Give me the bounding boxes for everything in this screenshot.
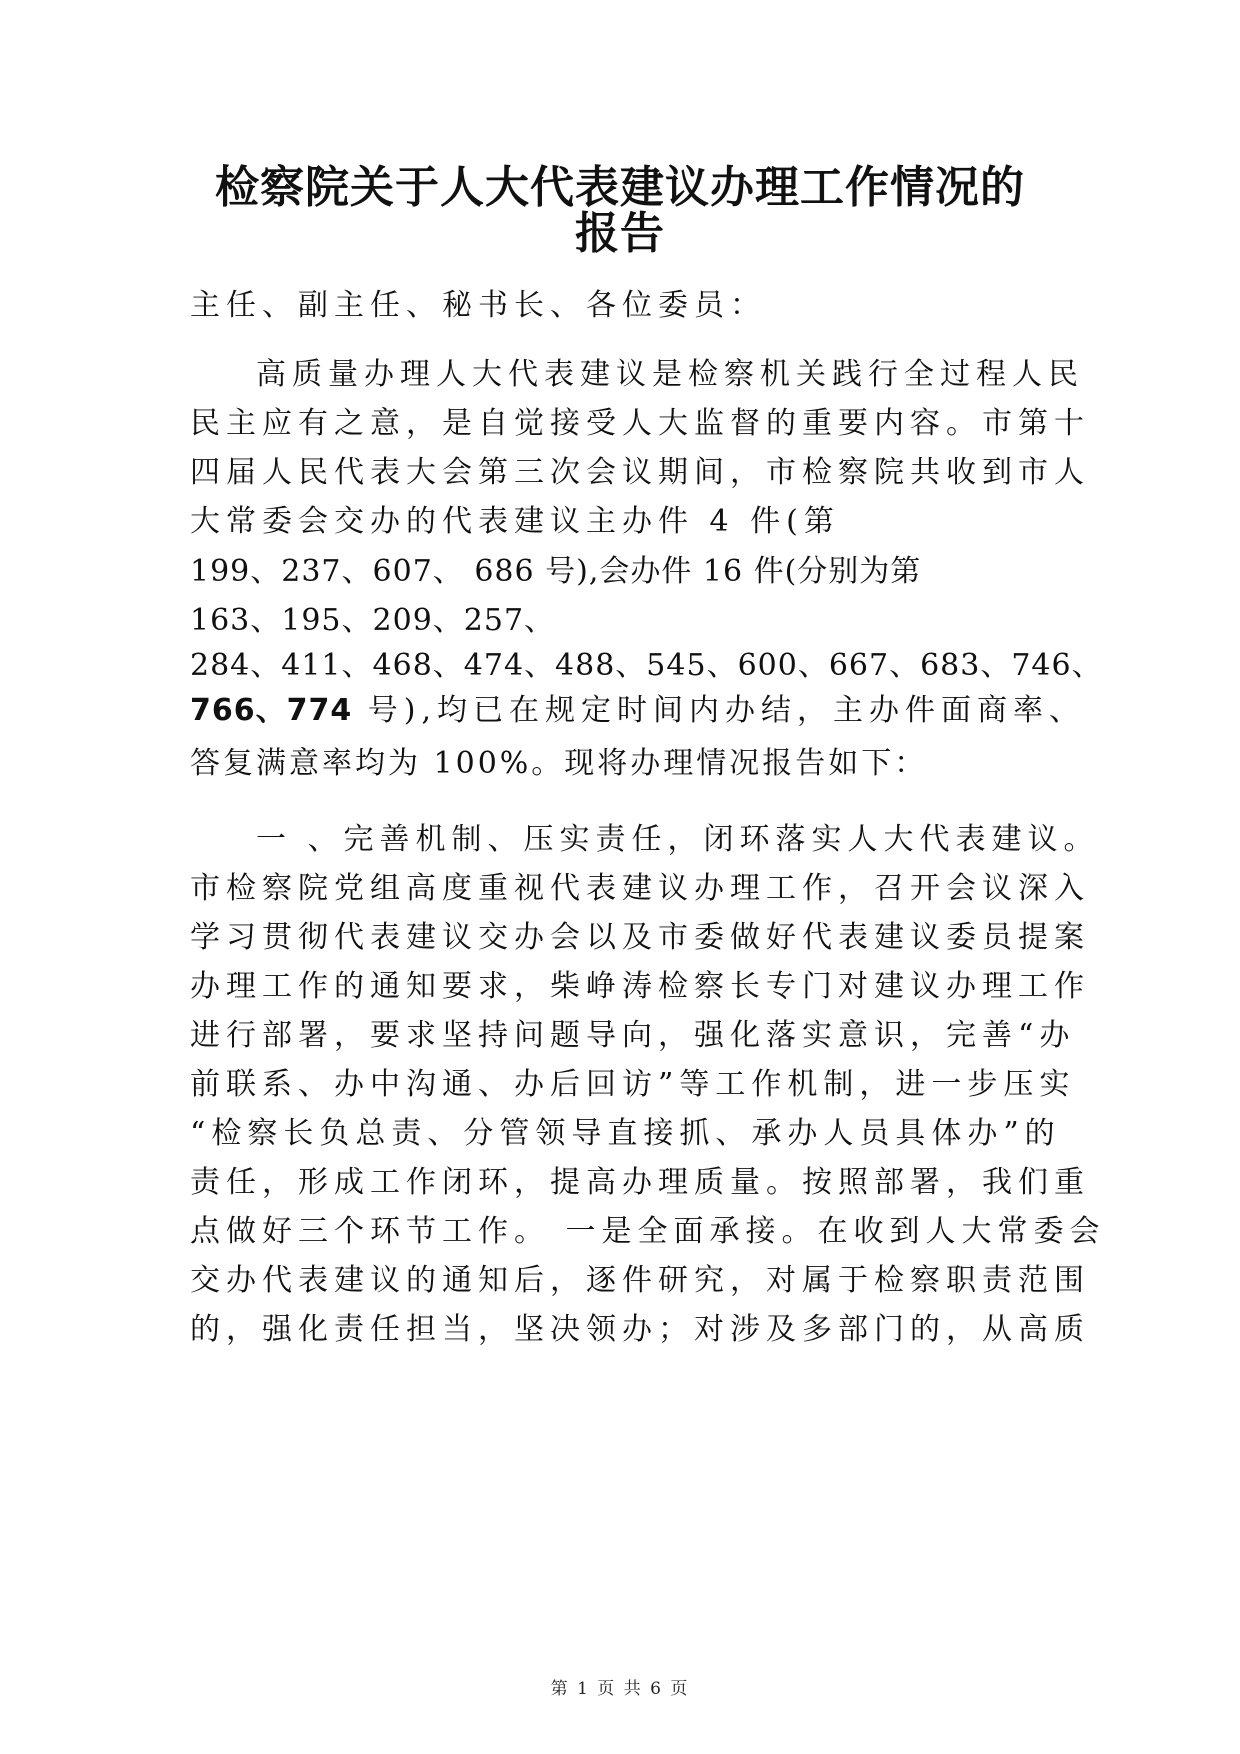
page-number-footer: 第 1 页 共 6 页 bbox=[550, 1679, 690, 1699]
document-title-line-1: 检察院关于人大代表建议办理工作情况的 bbox=[215, 162, 1025, 213]
body-line-8 bbox=[190, 691, 1085, 731]
body-line-13: 办理工作的通知要求，柴峥涛检察长专门对建议办理工作 bbox=[190, 969, 1090, 1004]
body-line-11: 市检察院党组高度重视代表建议办理工作，召开会议深入 bbox=[190, 871, 1090, 906]
salutation: 主任、副主任、秘书长、各位委员： bbox=[190, 288, 766, 323]
body-line-12: 学习贯彻代表建议交办会以及市委做好代表建议委员提案 bbox=[190, 920, 1090, 955]
body-line-19: 交办代表建议的通知后，逐件研究，对属于检察职责范围 bbox=[190, 1263, 1090, 1298]
body-line-6: 163、195、209、257、 bbox=[190, 603, 556, 638]
body-line-15: 前联系、办中沟通、办后回访”等工作机制，进一步压实 bbox=[190, 1067, 1076, 1102]
case-numbers-bold: 766、774 bbox=[190, 693, 353, 728]
body-line-16: “检察长负总责、分管领导直接抓、承办人员具体办”的 bbox=[190, 1116, 1061, 1151]
body-line-17: 责任，形成工作闭环，提高办理质量。按照部署，我们重 bbox=[190, 1165, 1090, 1200]
body-line-4: 大常委会交办的代表建议主办件 4 件(第 bbox=[190, 504, 840, 539]
body-line-18: 点做好三个环节工作。 一是全面承接。在收到人大常委会 bbox=[190, 1214, 1106, 1249]
body-line-9: 答复满意率均为 100%。现将办理情况报告如下： bbox=[190, 746, 928, 781]
document-title-line-2: 报告 bbox=[575, 208, 665, 259]
body-line-2: 民主应有之意，是自觉接受人大监督的重要内容。市第十 bbox=[190, 406, 1090, 441]
section-1-heading: 一 、完善机制、压实责任，闭环落实人大代表建议。 bbox=[256, 822, 1100, 857]
body-line-20: 的，强化责任担当，坚决领办；对涉及多部门的，从高质 bbox=[190, 1312, 1090, 1347]
body-line-5: 199、237、607、 686 号),会办件 16 件(分别为第 bbox=[190, 554, 922, 589]
body-line-3: 四届人民代表大会第三次会议期间，市检察院共收到市人 bbox=[190, 455, 1090, 490]
body-line-7: 284、411、468、474、488、545、600、667、683、746、 bbox=[190, 648, 1103, 683]
body-line-1: 高质量办理人大代表建议是检察机关践行全过程人民 bbox=[256, 357, 1084, 392]
body-line-8-rest: 号),均已在规定时间内办结，主办件面商率、 bbox=[352, 693, 1086, 728]
body-line-14: 进行部署，要求坚持问题导向，强化落实意识，完善“办 bbox=[190, 1018, 1076, 1053]
